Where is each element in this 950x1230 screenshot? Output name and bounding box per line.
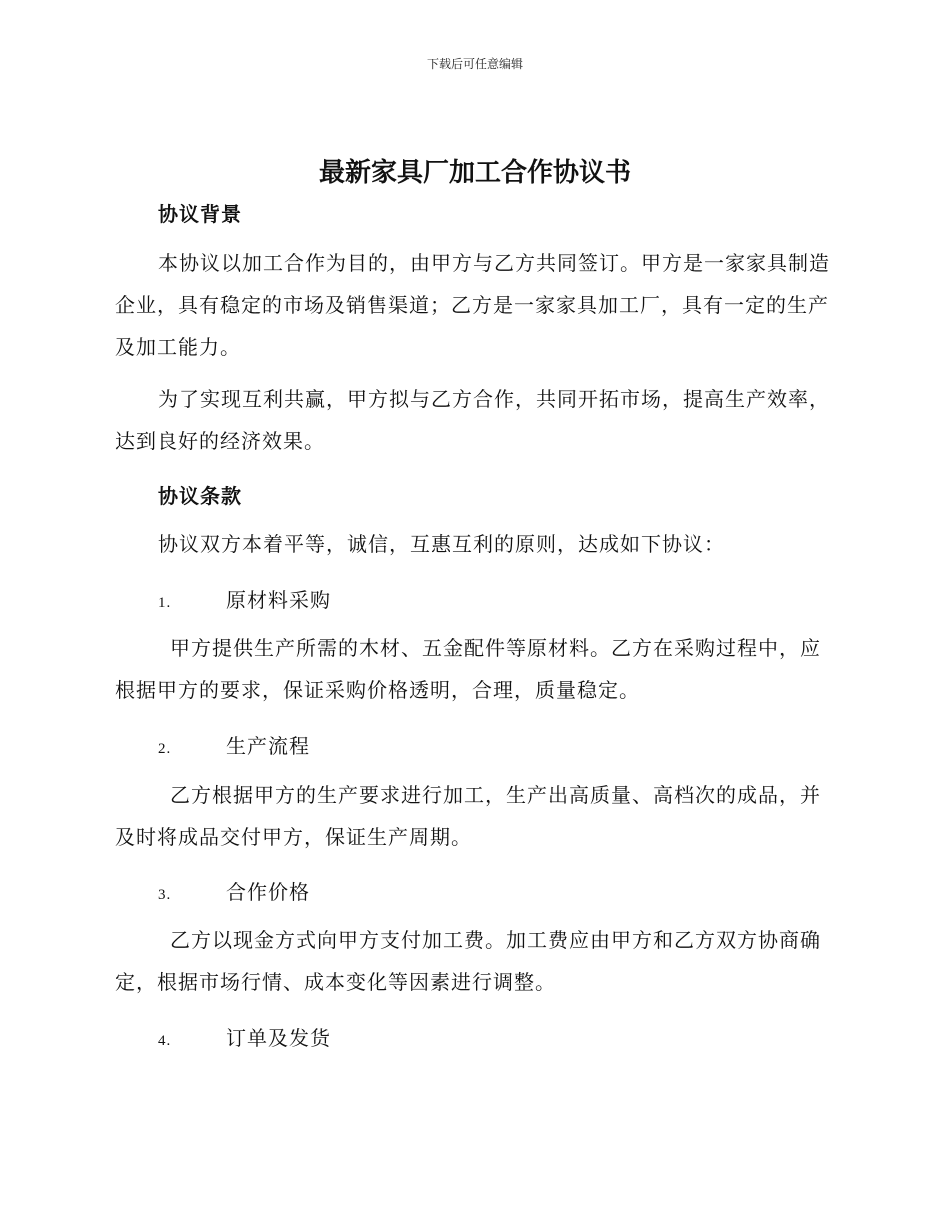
section-heading-background: 协议背景 xyxy=(158,202,242,226)
paragraph-terms-intro: 协议双方本着平等，诚信，互惠互利的原则，达成如下协议： xyxy=(158,532,725,556)
paragraph-item-3: 乙方以现金方式向甲方支付加工费。加工费应由甲方和乙方双方协商确定，根据市场行情、成本变化等因素进行调整。 xyxy=(115,928,821,994)
paragraph-background-2: 为了实现互利共赢，甲方拟与乙方合作，共同开拓市场，提高生产效率，达到良好的经济效果。 xyxy=(115,387,830,453)
list-item-title: 合作价格 xyxy=(226,880,310,904)
list-item-4 xyxy=(158,1022,331,1051)
list-item-title: 订单及发货 xyxy=(226,1026,331,1050)
list-number: 4. xyxy=(158,1033,172,1049)
list-number: 1. xyxy=(158,595,172,611)
section-heading-terms: 协议条款 xyxy=(158,484,242,508)
list-number: 2. xyxy=(158,741,172,757)
list-item-3 xyxy=(158,876,310,905)
paragraph-background-1: 本协议以加工合作为目的，由甲方与乙方共同签订。甲方是一家家具制造企业，具有稳定的市场及销售渠道；乙方是一家家具加工厂，具有一定的生产及加工能力。 xyxy=(115,251,830,359)
page-header-note: 下载后可任意编辑 xyxy=(426,57,523,71)
document-title: 最新家具厂加工合作协议书 xyxy=(318,158,631,188)
paragraph-item-1: 甲方提供生产所需的木材、五金配件等原材料。乙方在采购过程中，应根据甲方的要求，保证采购价格透明，合理，质量稳定。 xyxy=(115,636,821,702)
list-item-1 xyxy=(158,584,331,613)
paragraph-item-2: 乙方根据甲方的生产要求进行加工，生产出高质量、高档次的成品，并及时将成品交付甲方，保证生产周期。 xyxy=(115,783,821,849)
list-item-title: 生产流程 xyxy=(226,734,310,758)
list-number: 3. xyxy=(158,887,172,903)
list-item-2 xyxy=(158,730,310,759)
list-item-title: 原材料采购 xyxy=(226,588,331,612)
